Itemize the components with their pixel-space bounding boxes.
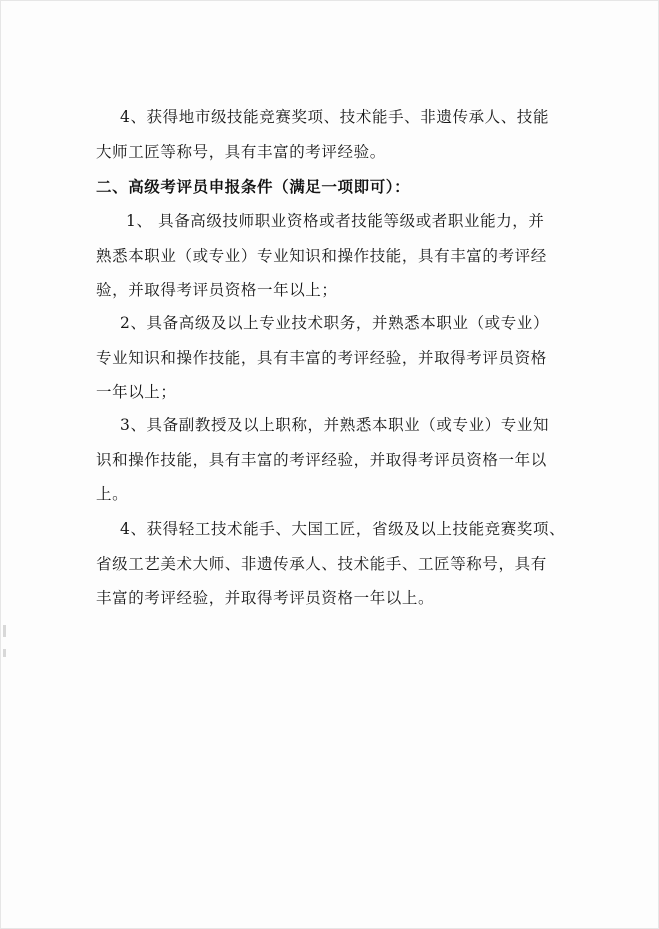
paragraph-item-2 bbox=[96, 306, 566, 410]
paragraph-prev-item-4 bbox=[96, 100, 566, 169]
paragraph-line: 2、具备高级及以上专业技术职务，并熟悉本职业（或专业） bbox=[120, 314, 550, 332]
paragraph-item-3 bbox=[96, 408, 566, 512]
paragraph-line: 4、获得地市级技能竞赛奖项、技术能手、非遗传承人、技能 bbox=[120, 108, 550, 126]
section-heading: 二、高级考评员申报条件（满足一项即可）： bbox=[96, 178, 411, 196]
paragraph-item-4 bbox=[96, 512, 566, 616]
paragraph-line: 丰富的考评经验，并取得考评员资格一年以上。 bbox=[96, 589, 435, 607]
paragraph-line: 省级工艺美术大师、非遗传承人、技术能手、工匠等称号，具有 bbox=[96, 554, 547, 573]
paragraph-line: 4、获得轻工技术能手、大国工匠，省级及以上技能竞赛奖项、 bbox=[120, 520, 566, 538]
paragraph-line: 1、 具备高级技师职业资格或者技能等级或者职业能力，并 bbox=[126, 212, 545, 230]
paragraph-item-1 bbox=[96, 204, 566, 308]
scan-artifact bbox=[3, 649, 6, 657]
paragraph-line: 熟悉本职业（或专业）专业知识和操作技能，具有丰富的考评经 bbox=[96, 246, 547, 265]
paragraph-line: 验，并取得考评员资格一年以上； bbox=[96, 281, 338, 299]
paragraph-line: 专业知识和操作技能，具有丰富的考评经验，并取得考评员资格 bbox=[96, 348, 547, 367]
paragraph-line: 一年以上； bbox=[96, 383, 177, 401]
scan-artifact bbox=[3, 625, 6, 637]
paragraph-line: 识和操作技能，具有丰富的考评经验，并取得考评员资格一年以 bbox=[96, 450, 547, 469]
paragraph-line: 3、具备副教授及以上职称，并熟悉本职业（或专业）专业知 bbox=[120, 416, 550, 434]
paragraph-line: 上。 bbox=[96, 485, 129, 503]
paragraph-line: 大师工匠等称号，具有丰富的考评经验。 bbox=[96, 142, 386, 161]
